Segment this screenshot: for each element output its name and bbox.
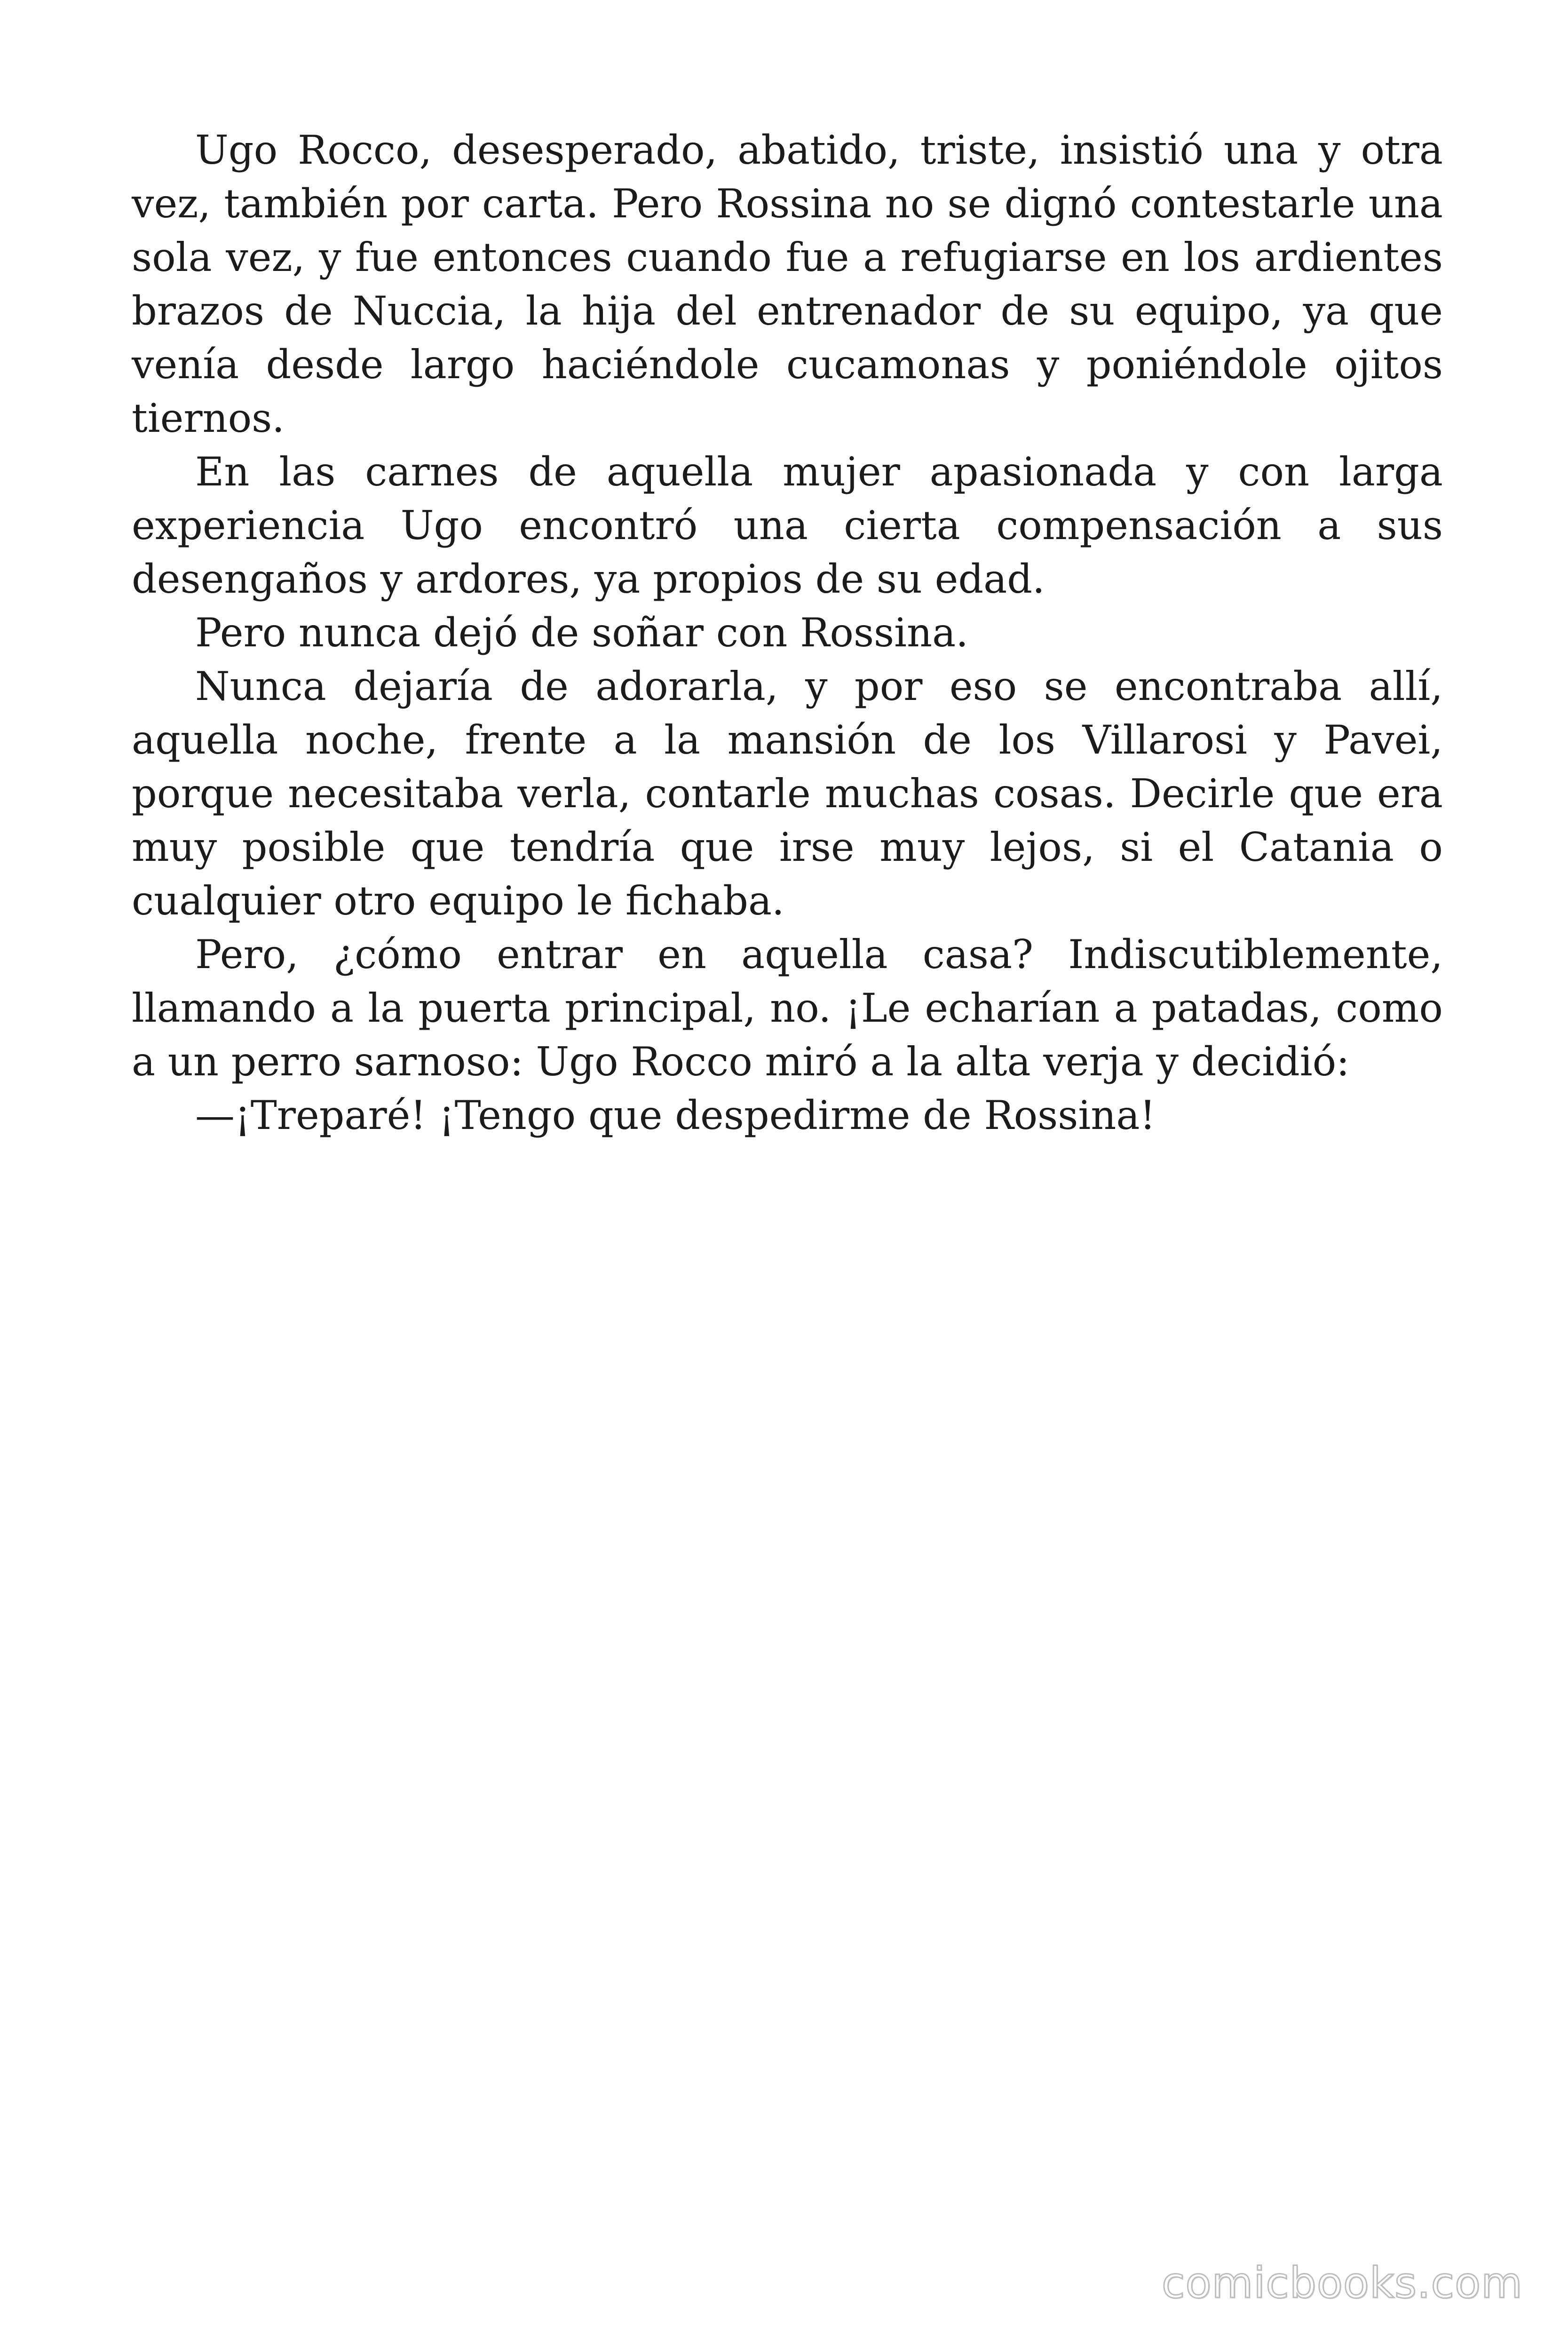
paragraph-4: Nunca dejaría de adorarla, y por eso se encontraba allí, aquella noche, frente a la mansión de los Villarosi y Pavei, porque necesitaba verla, contarle muchas cosas. Decirle que era muy posible que tendría que irse muy lejos, si el Catania o cualquier otro equipo le fichaba. xyxy=(132,663,1443,924)
paragraph-1: Ugo Rocco, desesperado, abatido, triste, insistió una y otra vez, también por carta. Pero Rossina no se dignó contestarle una sola vez, y fue entonces cuando fue a refugiarse en los ardientes brazos de Nuccia, la hija del entrenador de su equipo, ya que venía desde largo haciéndole cucamonas y poniéndole ojitos tiernos. xyxy=(132,127,1443,441)
paragraph-3: Pero nunca dejó de soñar con Rossina. xyxy=(195,610,968,656)
paragraph-2: En las carnes de aquella mujer apasionada y con larga experiencia Ugo encontró una cierta compensación a sus desengaños y ardores, ya propios de su edad. xyxy=(132,449,1443,602)
text-body xyxy=(132,123,1443,1142)
watermark-text: comicbooks.com xyxy=(1162,2258,1523,2308)
paragraph-6: —¡Treparé! ¡Tengo que despedirme de Rossina! xyxy=(195,1092,1156,1138)
paragraph-5: Pero, ¿cómo entrar en aquella casa? Indiscutiblemente, llamando a la puerta principal, no. ¡Le echarían a patadas, como a un perro sarnoso: Ugo Rocco miró a la alta verja y decidió: xyxy=(132,931,1443,1085)
